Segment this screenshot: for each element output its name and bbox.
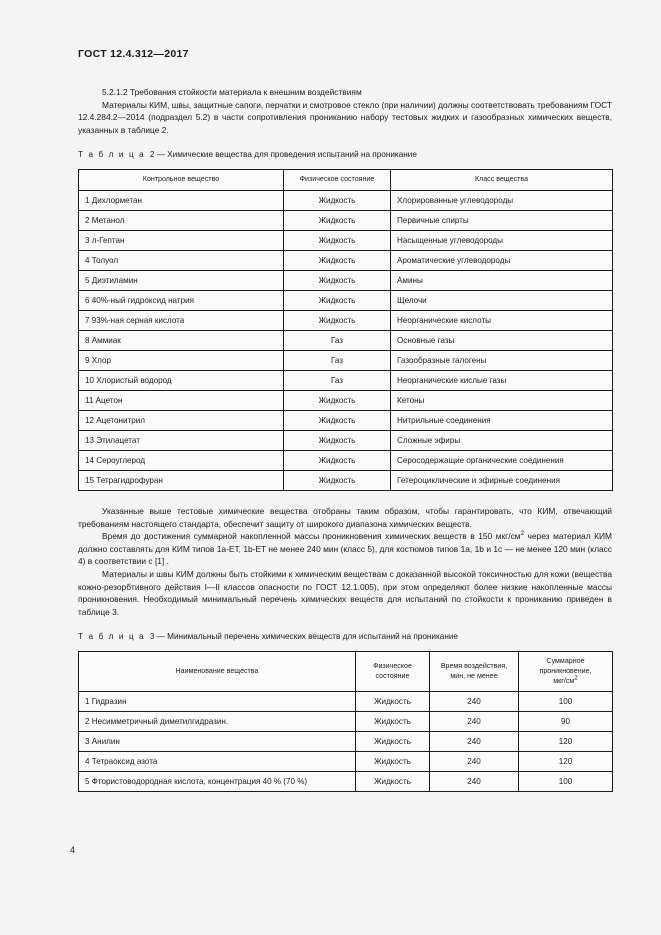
table3-cell-state: Жидкость: [356, 692, 430, 712]
table-row: [79, 330, 613, 350]
table2-body: [79, 190, 613, 490]
table-row: [79, 390, 613, 410]
table3-header-time: Время воздействия, мин, не менее: [430, 652, 519, 692]
table3-cell-permeation: 90: [519, 712, 613, 732]
table2-cell-state: Жидкость: [284, 270, 391, 290]
table-row: [79, 410, 613, 430]
table2-cell-state: Жидкость: [284, 410, 391, 430]
table2-cell-class: Ароматические углеводороды: [391, 250, 613, 270]
table3-caption-number: 3: [149, 632, 155, 642]
paragraph-permeation-time-part2: через материал КИМ должно составлять для КИМ типов 1a-ET, 1b-ET не менее 240 мин (класс 5), для костюмов типов 1a, 1b и 1c — не менее 120 мин (класс 4) в соответствии с [1] .: [78, 531, 613, 567]
table3-cell-state: Жидкость: [356, 732, 430, 752]
table-header-row: [79, 652, 613, 692]
table2-caption-label: Т а б л и ц а: [78, 150, 146, 160]
table3-caption-label: Т а б л и ц а: [78, 632, 146, 642]
table-row: [79, 290, 613, 310]
page-number: 4: [70, 845, 76, 855]
spacer: [78, 618, 612, 632]
table2-header-substance: Контрольное вещество: [79, 170, 284, 191]
table2-cell-class: Кетоны: [391, 390, 613, 410]
paragraph-materials-compliance: Материалы КИМ, швы, защитные сапоги, перчатки и смотровое стекло (при наличии) должны соответствовать требованиям ГОСТ 12.4.284.2—2014 (подраздел 5.2) в части сопротивления прониканию набору тестовых жидких и газообразных химических веществ, указанных в таблице 2.: [78, 99, 612, 135]
paragraph-permeation-time-part1: Время до достижения суммарной накопленной массы проникновения химических веществ в 150 мкг/см: [102, 531, 521, 542]
table2-head: [79, 170, 613, 191]
paragraph-toxic-resistance: Материалы и швы КИМ должны быть стойкими к химическим веществам с доказанной высокой токсичностью для кожи (вещества кожно-резорбтивного действия I—II классов опасности по ГОСТ 12.1.005), при этом определяют более низкие накопленные массы проникновения. Необходимый минимальный перечень химических веществ для испытаний по стойкости к прониканию приведен в таблице 3.: [78, 568, 612, 617]
table3-cell-name: 5 Фтористоводородная кислота, концентрация 40 % (70 %): [79, 772, 356, 792]
paragraph-test-substances-rationale: Указанные выше тестовые химические вещества отобраны таким образом, чтобы гарантировать, что КИМ, отвечающий требованиям настоящего стандарта, обеспечит защиту от широкого диапазона химических веществ.: [78, 505, 612, 529]
table-row: [79, 712, 613, 732]
table2-caption: [78, 150, 612, 159]
table2-header-class: Класс вещества: [391, 170, 613, 191]
table2-cell-substance: 11 Ацетон: [79, 390, 284, 410]
table3-caption-text: — Минимальный перечень химических веществ для испытаний на проникание: [156, 632, 458, 642]
table-row: [79, 230, 613, 250]
table3-cell-state: Жидкость: [356, 712, 430, 732]
table2-cell-class: Серосодержащие органические соединения: [391, 450, 613, 470]
table2-caption-number: 2: [149, 150, 155, 160]
table2-cell-class: Щелочи: [391, 290, 613, 310]
table3-cell-name: 2 Несимметричный диметилгидразин.: [79, 712, 356, 732]
table3-header-permeation-line1: Суммарное проникновение,: [539, 657, 592, 675]
table-row: [79, 250, 613, 270]
table-row: [79, 752, 613, 772]
square-superscript: 2: [574, 674, 578, 682]
table-chemicals-permeation: [78, 169, 613, 491]
table2-cell-state: Газ: [284, 330, 391, 350]
table3-cell-time: 240: [430, 712, 519, 732]
table3-header-state: Физическое состояние: [356, 652, 430, 692]
table2-cell-class: Основные газы: [391, 330, 613, 350]
table3-cell-permeation: 120: [519, 752, 613, 772]
table-row: [79, 310, 613, 330]
table3-cell-time: 240: [430, 752, 519, 772]
table2-cell-substance: 6 40%-ный гидроксид натрия: [79, 290, 284, 310]
table2-cell-class: Нитрильные соединения: [391, 410, 613, 430]
square-superscript: 2: [520, 530, 524, 538]
table3-cell-permeation: 120: [519, 732, 613, 752]
table2-cell-class: Первичные спирты: [391, 210, 613, 230]
table-row: [79, 692, 613, 712]
table3-caption: [78, 632, 612, 641]
table2-cell-state: Жидкость: [284, 470, 391, 490]
table2-cell-substance: 2 Метанол: [79, 210, 284, 230]
table-row: [79, 210, 613, 230]
table2-cell-class: Неорганические кислоты: [391, 310, 613, 330]
spacer: [78, 136, 612, 150]
table2-cell-class: Сложные эфиры: [391, 430, 613, 450]
section-heading: 5.2.1.2 Требования стойкости материала к внешним воздействиям: [102, 87, 362, 97]
table2-cell-substance: 10 Хлористый водород: [79, 370, 284, 390]
table2-cell-substance: 9 Хлор: [79, 350, 284, 370]
page-content: [78, 86, 612, 792]
table3-cell-permeation: 100: [519, 692, 613, 712]
table2-cell-substance: 14 Сероуглерод: [79, 450, 284, 470]
table-row: [79, 370, 613, 390]
table-row: [79, 450, 613, 470]
table2-cell-state: Жидкость: [284, 190, 391, 210]
table-row: [79, 190, 613, 210]
table2-cell-substance: 13 Этилацетат: [79, 430, 284, 450]
table3-head: [79, 652, 613, 692]
table3-cell-name: 3 Анилин: [79, 732, 356, 752]
table2-cell-state: Жидкость: [284, 290, 391, 310]
table2-cell-substance: 8 Аммиак: [79, 330, 284, 350]
table2-cell-state: Жидкость: [284, 310, 391, 330]
table3-cell-state: Жидкость: [356, 772, 430, 792]
table3-cell-time: 240: [430, 732, 519, 752]
table-row: [79, 772, 613, 792]
paragraph-permeation-time: [78, 530, 612, 568]
table2-cell-state: Газ: [284, 370, 391, 390]
table3-header-permeation: [519, 652, 613, 692]
table2-cell-class: Неорганические кислые газы: [391, 370, 613, 390]
table2-cell-class: Насыщенные углеводороды: [391, 230, 613, 250]
table3-cell-time: 240: [430, 772, 519, 792]
table2-cell-substance: 5 Диэтиламин: [79, 270, 284, 290]
table2-cell-class: Гетероциклические и эфирные соединения: [391, 470, 613, 490]
table2-cell-substance: 7 93%-ная серная кислота: [79, 310, 284, 330]
table2-caption-text: — Химические вещества для проведения испытаний на проникание: [156, 150, 417, 160]
table3-cell-state: Жидкость: [356, 752, 430, 772]
table2-cell-class: Хлорированные углеводороды: [391, 190, 613, 210]
table2-cell-state: Жидкость: [284, 230, 391, 250]
table-header-row: [79, 170, 613, 191]
table-row: [79, 732, 613, 752]
table2-cell-state: Жидкость: [284, 430, 391, 450]
table2-cell-substance: 12 Ацетонитрил: [79, 410, 284, 430]
table2-cell-state: Жидкость: [284, 210, 391, 230]
table2-cell-class: Газообразные галогены: [391, 350, 613, 370]
table3-cell-name: 1 Гидразин: [79, 692, 356, 712]
table-row: [79, 270, 613, 290]
table-row: [79, 350, 613, 370]
table2-cell-state: Жидкость: [284, 390, 391, 410]
table-row: [79, 470, 613, 490]
table-row: [79, 430, 613, 450]
table3-cell-permeation: 100: [519, 772, 613, 792]
standard-number-header: ГОСТ 12.4.312—2017: [78, 48, 189, 60]
table-minimal-chemicals-list: [78, 651, 613, 792]
table3-header-permeation-unit: мкг/см: [553, 676, 575, 685]
table2-cell-substance: 15 Тетрагидрофуран: [79, 470, 284, 490]
table2-cell-substance: 1 Дихлорметан: [79, 190, 284, 210]
table2-cell-class: Амины: [391, 270, 613, 290]
table3-header-name: Наименование вещества: [79, 652, 356, 692]
table2-cell-state: Жидкость: [284, 250, 391, 270]
table2-cell-substance: 3 л-Гептан: [79, 230, 284, 250]
spacer: [78, 491, 612, 505]
table2-cell-state: Жидкость: [284, 450, 391, 470]
table3-cell-name: 4 Тетраоксид азота: [79, 752, 356, 772]
table2-cell-substance: 4 Толуол: [79, 250, 284, 270]
table3-cell-time: 240: [430, 692, 519, 712]
table2-header-state: Физическое состояние: [284, 170, 391, 191]
table3-body: [79, 692, 613, 792]
table2-cell-state: Газ: [284, 350, 391, 370]
